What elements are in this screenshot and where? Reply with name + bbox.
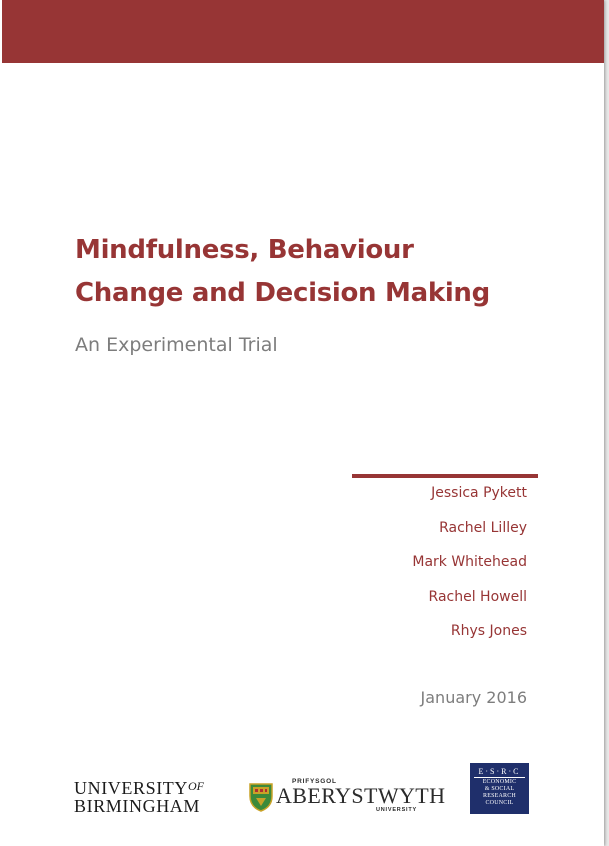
aber-logo-top: PRIFYSGOL (292, 778, 337, 785)
report-title (75, 229, 575, 315)
author-list (412, 481, 527, 654)
aber-logo-main: ABERYSTWYTH (276, 783, 446, 808)
aber-logo-bottom: UNIVERSITY (375, 807, 417, 813)
esrc-logo-line: & SOCIAL (484, 786, 515, 792)
author-name: Rachel Lilley (439, 519, 527, 536)
university-of-birmingham-logo (74, 777, 204, 815)
aberystwyth-university-logo (248, 778, 446, 818)
bham-logo-of: OF (188, 779, 204, 793)
author-divider (352, 474, 538, 478)
publication-date: January 2016 (420, 688, 527, 707)
esrc-logo (470, 763, 529, 814)
author-name: Rhys Jones (450, 623, 527, 640)
esrc-logo-line: ECONOMIC (482, 779, 517, 785)
author-name: Mark Whitehead (412, 554, 527, 571)
report-subtitle: An Experimental Trial (75, 334, 278, 356)
report-title-line-2: Change and Decision Making (75, 278, 490, 308)
esrc-logo-line: COUNCIL (485, 800, 514, 806)
author-name: Jessica Pykett (431, 485, 527, 501)
esrc-logo-top: E·S·R·C (478, 767, 521, 776)
header-band (2, 0, 604, 63)
author-name: Rachel Howell (428, 588, 527, 605)
bham-logo-line2: BIRMINGHAM (74, 796, 201, 816)
report-title-line-1: Mindfulness, Behaviour (75, 235, 414, 265)
esrc-logo-divider (474, 777, 525, 778)
esrc-logo-line: RESEARCH (483, 793, 516, 799)
aberystwyth-crest-icon (248, 782, 274, 812)
bham-logo-line1: UNIVERSITY (74, 778, 188, 798)
